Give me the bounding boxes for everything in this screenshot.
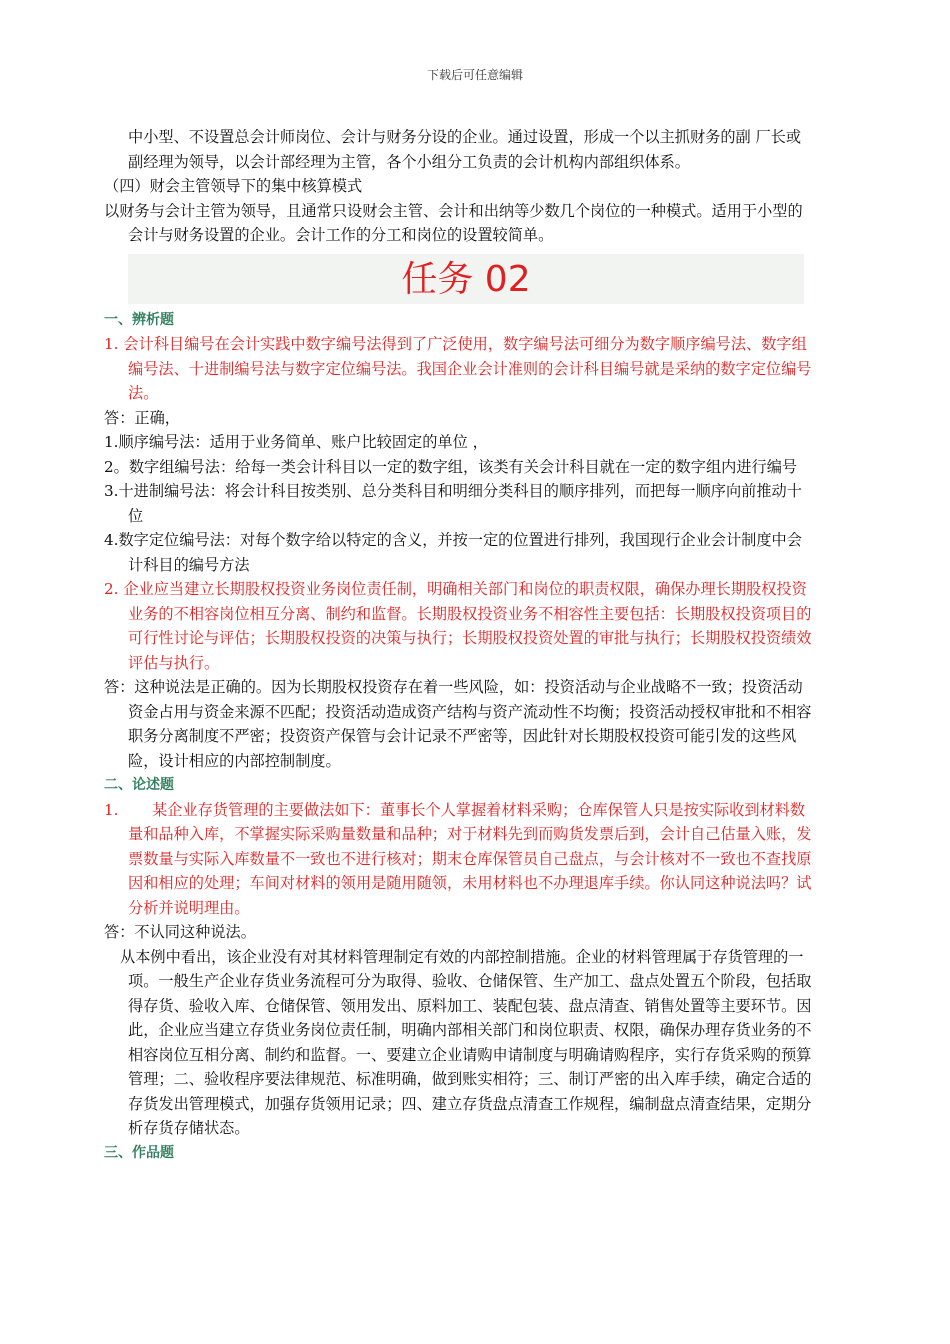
document-body	[104, 125, 814, 1165]
answer-1-1-item-2: 2。数字组编号法：给每一类会计科目以一定的数字组，该类有关会计科目就在一定的数字组内进行编号	[104, 457, 798, 476]
answer-1-1-item-1: 1.顺序编号法：适用于业务简单、账户比较固定的单位 ，	[104, 433, 488, 451]
answer-2-1-body: 从本例中看出，该企业没有对其材料管理制定有效的内部控制措施。企业的材料管理属于存货管理的一项。一般生产企业存货业务流程可分为取得、验收、仓储保管、生产加工、盘点处置五个阶段，包括取得存货、验收入库、仓储保管、领用发出、原料加工、装配包装、盘点清查、销售处置等主要环节。因此，企业应当建立存货业务岗位责任制，明确内部相关部门和岗位职责、权限，确保办理存货业务的不相容岗位互相分离、制约和监督。一、要建立企业请购申请制度与明确请购程序，实行存货采购的预算管理；二、验收程序要法律规范、标准明确，做到账实相符；三、制订严密的出入库手续，确定合适的存货发出管理模式，加强存货领用记录；四、建立存货盘点清查工作规程，编制盘点清查结果，定期分析存货存储状态。	[120, 947, 812, 1137]
question-2-1-number: 1.	[104, 800, 119, 819]
section-2-heading: 二、论述题	[104, 777, 174, 793]
answer-1-1-item-4: 4.数字定位编号法：对每个数字给以特定的含义，并按一定的位置进行排列，我国现行企业会计制度中会计科目的编号方法	[104, 531, 802, 574]
section-1-heading: 一、辨析题	[104, 311, 174, 328]
intro-paragraph-1: 中小型、不设置总会计师岗位、会计与财务分设的企业。通过设置，形成一个以主抓财务的副 厂长或副经理为领导，以会计部经理为主管，各个小组分工负责的会计机构内部组织体系。	[128, 128, 802, 171]
task-title: 任务 02	[128, 254, 804, 304]
question-2-1-text: 某企业存货管理的主要做法如下：董事长个人掌握着材料采购；仓库保管人只是按实际收到材料数量和品种入库，不掌握实际采购量数量和品种；对于材料先到而购货发票后到，会计自己估量入账，发票数量与实际入库数量不一致也不进行核对；期末仓库保管员自己盘点，与会计核对不一致也不查找原因和相应的处理；车间对材料的领用是随用随领，未用材料也不办理退库手续。你认同这种说法吗？试分析并说明理由。	[128, 800, 812, 917]
question-1-2: 2. 企业应当建立长期股权投资业务岗位责任制，明确相关部门和岗位的职责权限，确保办理长期股权投资业务的不相容岗位相互分离、制约和监督。长期股权投资业务不相容性主要包括：长期股权投资项目的可行性讨论与评估；长期股权投资的决策与执行；长期股权投资处置的审批与执行；长期股权投资绩效评估与执行。	[104, 580, 812, 672]
page-header-note: 下载后可任意编辑	[426, 68, 523, 82]
answer-1-1-item-3: 3.十进制编号法：将会计科目按类别、总分类科目和明细分类科目的顺序排列，而把每一顺序向前推动十位	[104, 482, 802, 525]
answer-1-2: 答：这种说法是正确的。因为长期股权投资存在着一些风险，如：投资活动与企业战略不一致；投资活动资金占用与资金来源不匹配；投资活动造成资产结构与资产流动性不均衡；投资活动授权审批和不相容职务分离制度不严密；投资资产保管与会计记录不严密等，因此针对长期股权投资可能引发的这些风险，设计相应的内部控制制度。	[104, 678, 812, 770]
answer-2-1-intro: 答：不认同这种说法。	[104, 923, 256, 941]
section-3-heading: 三、作品题	[104, 1144, 174, 1161]
question-1-1: 1. 会计科目编号在会计实践中数字编号法得到了广泛使用，数字编号法可细分为数字顺序编号法、数字组编号法、十进制编号法与数字定位编号法。我国企业会计准则的会计科目编号就是采纳的数字定位编号法。	[104, 335, 812, 402]
intro-paragraph-2: 以财务与会计主管为领导，且通常只设财会主管、会计和出纳等少数几个岗位的一种模式。适用于小型的会计与财务设置的企业。会计工作的分工和岗位的设置较简单。	[104, 201, 803, 244]
question-2-1	[104, 798, 814, 921]
answer-1-1-intro: 答：正确，	[104, 408, 180, 427]
intro-subheading: （四）财会主管领导下的集中核算模式	[104, 177, 363, 195]
